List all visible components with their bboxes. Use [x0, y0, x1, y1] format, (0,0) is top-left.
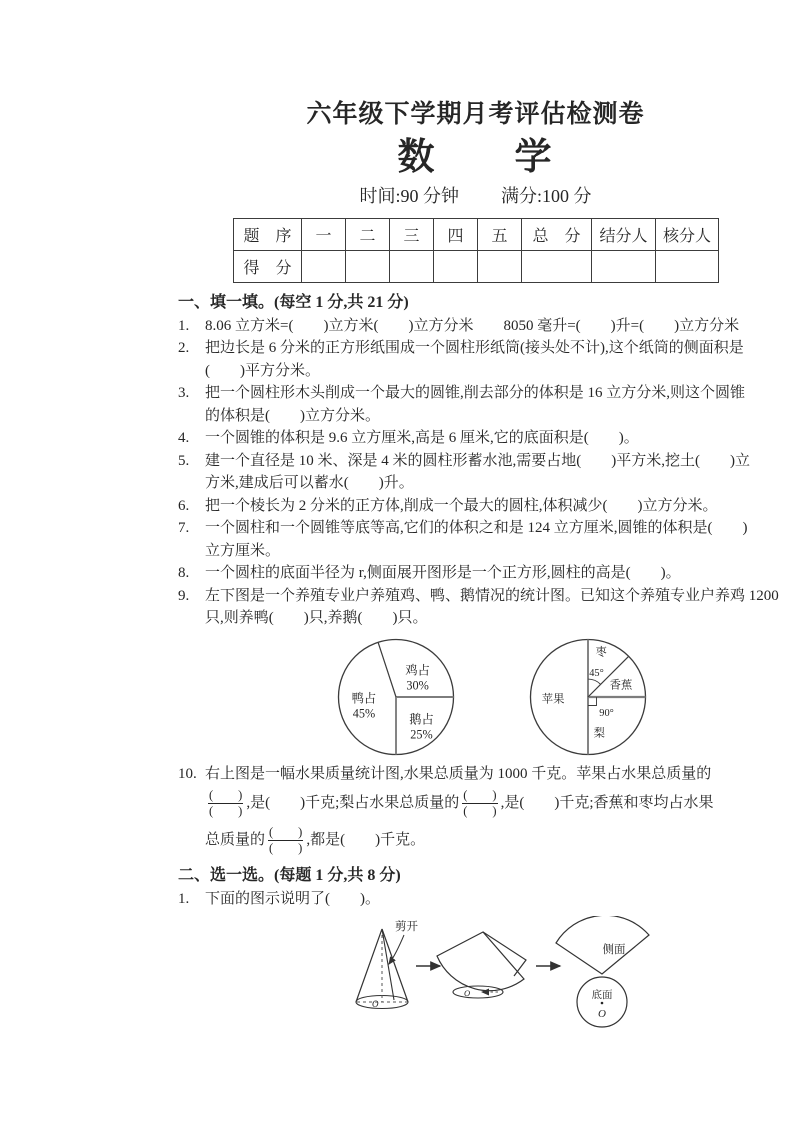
cone-figure	[356, 920, 418, 1009]
question-number: 1.	[178, 317, 190, 334]
slice-label-goose: 鹅占	[409, 711, 434, 726]
question-5	[178, 450, 750, 495]
base-center-dot	[601, 1002, 604, 1005]
fraction-denominator: ( )	[269, 841, 303, 855]
question-number: 3.	[178, 385, 190, 401]
question-text: ,是( )千克;香蕉和枣均占水果	[500, 795, 714, 812]
question-number: 5.	[178, 452, 190, 469]
question-2	[178, 337, 744, 382]
fraction-numerator: ( )	[209, 788, 243, 802]
question-text: ,是( )千克;梨占水果总质量的	[246, 795, 460, 812]
question-number: 2.	[178, 340, 190, 356]
unroll-base-center-label: O	[464, 988, 471, 998]
side-label: 侧面	[602, 944, 626, 956]
score-cell-empty	[434, 251, 478, 283]
question-number: 7.	[178, 520, 190, 536]
question-line: 8.06 立方米=( )立方米( )立方分米 8050 毫升=( )升=( )立方分米	[205, 317, 740, 334]
question-number: 1.	[178, 890, 190, 907]
fraction-blank	[268, 825, 303, 856]
col-part-5: 五	[478, 219, 522, 251]
question-line: 一个圆柱和一个圆锥等底等高,它们的体积之和是 124 立方厘米,圆锥的体积是( )	[205, 520, 748, 536]
section-two-heading: 二、选一选。(每题 1 分,共 8 分)	[178, 867, 401, 884]
score-cell-empty	[656, 251, 719, 283]
col-scorer: 结分人	[592, 219, 656, 251]
slice-value-chicken: 30%	[406, 677, 429, 692]
slice-label-pear: 梨	[593, 727, 605, 740]
question-10	[178, 763, 730, 860]
fraction-blank	[208, 788, 243, 819]
question-line: 的体积是( )立方分米。	[205, 407, 380, 424]
question-7	[178, 517, 748, 562]
pie-charts-row	[178, 630, 730, 763]
cone-base-center-label: O	[372, 999, 379, 1009]
question-line: 只,则养鸭( )只,养鹅( )只。	[205, 610, 428, 626]
col-checker: 核分人	[656, 219, 719, 251]
score-table-header-row	[234, 219, 719, 251]
question-line: 把边长是 6 分米的正方形纸围成一个圆柱形纸筒(接头处不计),这个纸筒的侧面积是	[205, 340, 744, 356]
score-cell-empty	[478, 251, 522, 283]
slice-value-duck: 45%	[352, 706, 376, 721]
score-cell-empty	[592, 251, 656, 283]
question-number: 8.	[178, 565, 190, 581]
time-limit: 时间:90 分钟	[359, 186, 459, 206]
score-table	[233, 218, 719, 283]
slice-label-apple: 苹果	[541, 693, 565, 706]
slice-label-jujube: 枣	[595, 646, 607, 659]
angle-label-90: 90°	[599, 707, 614, 719]
section-two-question-1	[178, 888, 730, 911]
question-line: 立方厘米。	[205, 542, 281, 559]
question-line: 下面的图示说明了( )。	[205, 890, 380, 907]
question-8	[178, 562, 730, 585]
question-6	[178, 495, 730, 518]
fraction-numerator: ( )	[269, 825, 303, 839]
col-part-2: 二	[346, 219, 390, 251]
fraction-blank	[462, 788, 497, 819]
col-part-4: 四	[434, 219, 478, 251]
col-part-1: 一	[302, 219, 346, 251]
question-line	[205, 785, 730, 822]
question-line: ( )平方分米。	[205, 362, 320, 379]
angle-arc-45	[588, 679, 601, 684]
question-line: 把一个棱长为 2 分米的正方体,削成一个最大的圆柱,体积减少( )立方分米。	[205, 497, 718, 514]
base-label: 底面	[591, 990, 613, 1001]
question-line: 一个圆柱的底面半径为 r,侧面展开图形是一个正方形,圆柱的高是( )。	[205, 565, 681, 581]
cut-line	[382, 929, 394, 1000]
question-number: 4.	[178, 430, 190, 446]
score-table-score-row	[234, 251, 719, 283]
question-line: 右上图是一幅水果质量统计图,水果总质量为 1000 千克。苹果占水果总质量的	[205, 765, 712, 782]
col-question-order: 题 序	[234, 219, 302, 251]
col-part-3: 三	[390, 219, 434, 251]
score-cell-empty	[522, 251, 592, 283]
cone-unroll-diagram	[338, 916, 668, 1034]
question-number: 10.	[178, 765, 197, 782]
angle-label-45: 45°	[589, 667, 604, 679]
section-one-heading: 一、填一填。(每空 1 分,共 21 分)	[178, 294, 409, 311]
question-9	[178, 585, 779, 630]
score-cell-empty	[390, 251, 434, 283]
question-3	[178, 382, 746, 427]
subject-title: 数 学	[397, 137, 554, 178]
col-total: 总 分	[522, 219, 592, 251]
exam-title: 六年级下学期月考评估检测卷	[306, 101, 645, 128]
cut-pointer-arrow-icon	[389, 935, 404, 964]
fraction-numerator: ( )	[463, 788, 497, 802]
cut-label: 剪开	[395, 921, 418, 933]
question-line	[205, 822, 730, 859]
score-row-label: 得 分	[234, 251, 302, 283]
question-number: 9.	[178, 587, 190, 604]
slice-divider	[378, 642, 396, 697]
question-line: 建一个直径是 10 米、深是 4 米的圆柱形蓄水池,需要占地( )平方米,挖土( )立	[205, 452, 750, 469]
unrolling-figure	[437, 932, 526, 998]
question-text: 总质量的	[205, 832, 266, 849]
question-1	[178, 315, 740, 338]
question-line: 方米,建成后可以蓄水( )升。	[205, 475, 414, 491]
slice-label-banana: 香蕉	[609, 679, 633, 692]
question-number: 6.	[178, 497, 190, 514]
fraction-denominator: ( )	[463, 804, 497, 818]
right-angle-mark	[588, 697, 596, 705]
pie-chart-livestock	[330, 631, 462, 763]
question-line: 把一个圆柱形木头削成一个最大的圆锥,削去部分的体积是 16 立方分米,则这个圆锥	[205, 385, 746, 401]
pie-chart-fruit	[522, 631, 654, 763]
base-center-label: O	[598, 1008, 606, 1020]
unrolled-figure	[556, 916, 649, 1027]
score-cell-empty	[346, 251, 390, 283]
question-4	[178, 427, 730, 450]
score-cell-empty	[302, 251, 346, 283]
question-text: ,都是( )千克。	[306, 832, 426, 849]
fraction-denominator: ( )	[209, 804, 243, 818]
slice-label-chicken: 鸡占	[405, 662, 430, 677]
exam-meta	[233, 182, 718, 208]
slice-label-duck: 鸭占	[351, 691, 377, 706]
slice-value-goose: 25%	[410, 726, 433, 741]
question-line: 一个圆锥的体积是 9.6 立方厘米,高是 6 厘米,它的底面积是( )。	[205, 430, 639, 446]
paper-body	[178, 292, 779, 1034]
full-score: 满分:100 分	[501, 186, 592, 206]
question-line: 左下图是一个养殖专业户养殖鸡、鸭、鹅情况的统计图。已知这个养殖专业户养鸡 1200	[205, 587, 779, 604]
